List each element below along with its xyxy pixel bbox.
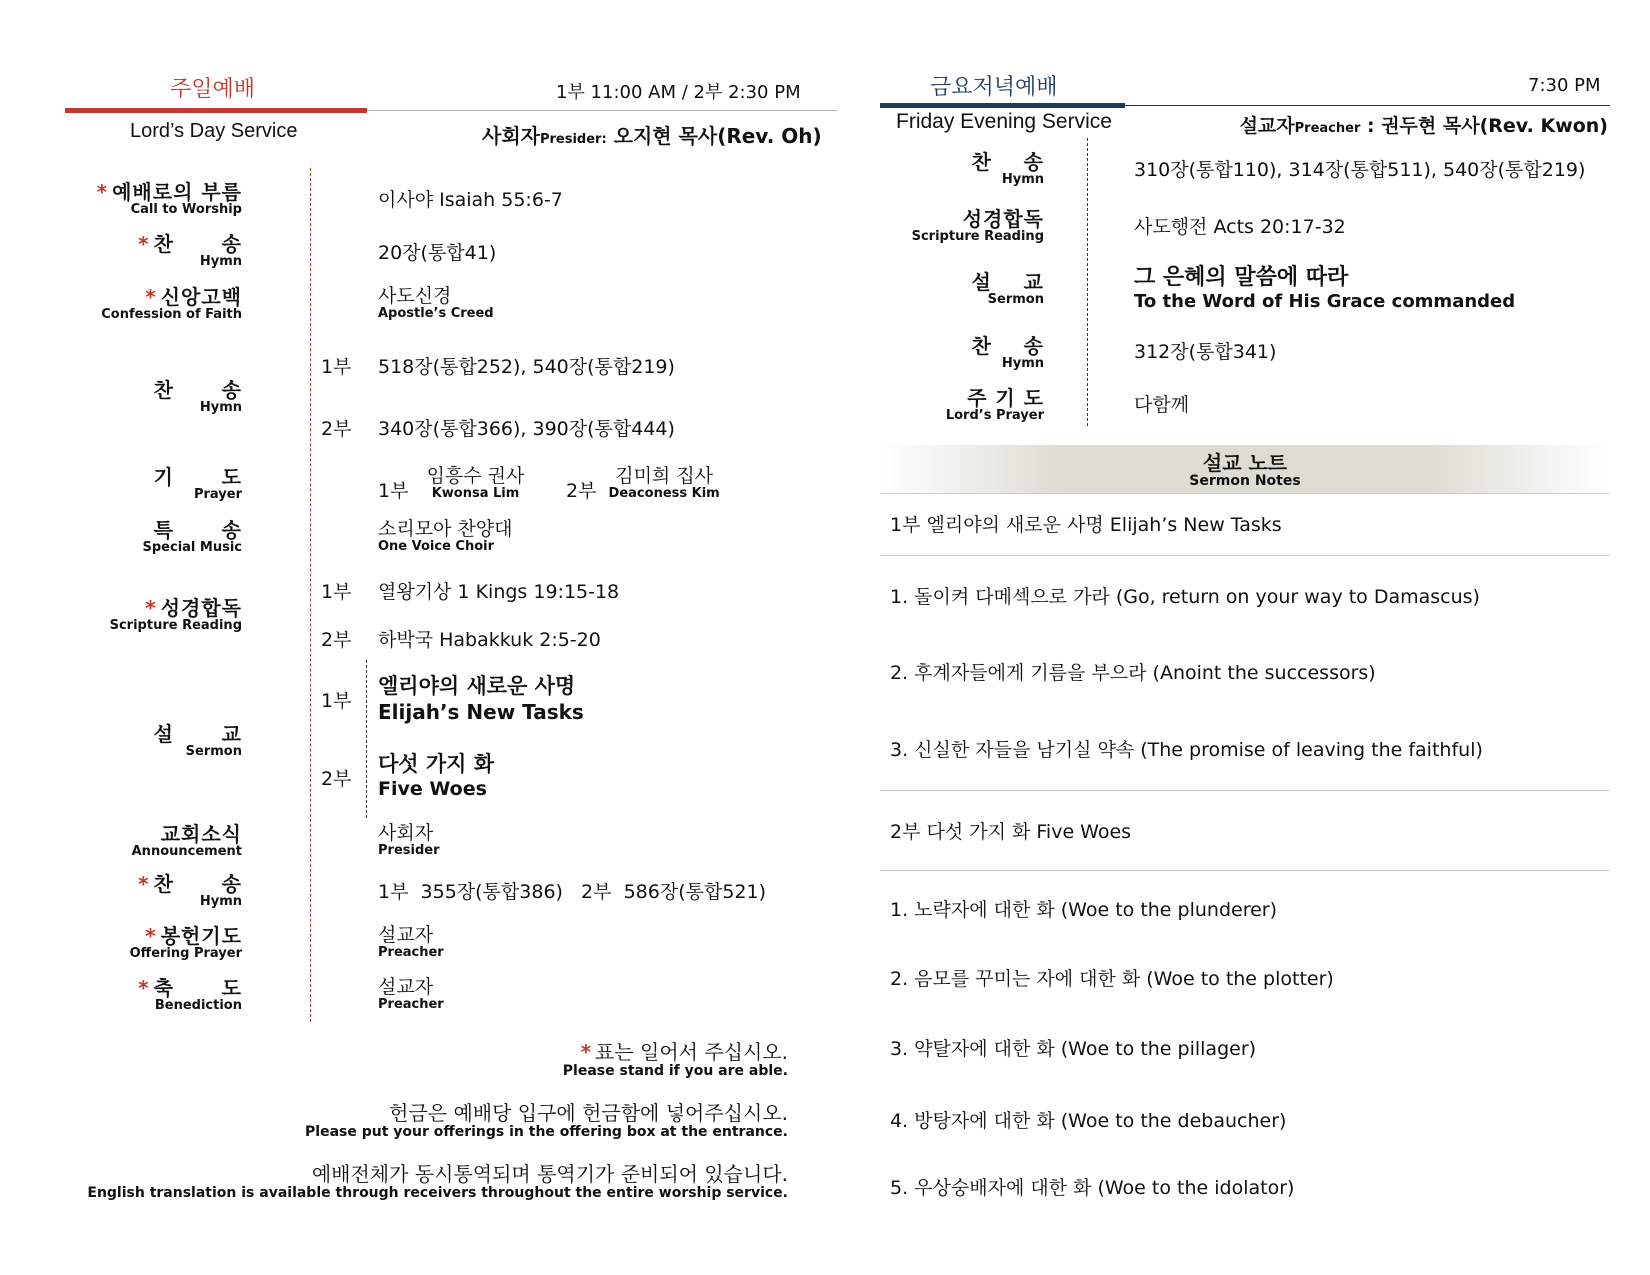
divider — [880, 555, 1610, 556]
sermon-divider — [366, 660, 367, 818]
value-fri-lords-prayer: 다함께 — [1134, 394, 1190, 416]
label-prayer: 기 도 Prayer — [153, 465, 242, 502]
label-special-music: 특 송 Special Music — [142, 518, 242, 555]
label-fri-scripture: 성경합독 Scripture Reading — [911, 207, 1044, 244]
notes-part1-point: 2. 후계자들에게 기름을 부으라 (Anoint the successors) — [890, 662, 1376, 684]
value-call-to-worship: 이사야 Isaiah 55:6-7 — [378, 189, 563, 211]
presider-name: 오지현 목사(Rev. Oh) — [613, 124, 822, 148]
value-fri-sermon: 그 은혜의 말씀에 따라 To the Word of His Grace commanded — [1134, 265, 1516, 312]
notice-offering: 헌금은 예배당 입구에 헌금함에 넣어주십시오. Please put your offerings in the offering box at the entrance. — [305, 1101, 788, 1140]
value-scripture-1: 열왕기상 1 Kings 19:15-18 — [378, 581, 620, 603]
notes-title: 설교 노트 — [1202, 451, 1288, 475]
label-fri-hymn-1: 찬 송 Hymn — [971, 150, 1044, 187]
part-label: 2부 — [321, 768, 352, 790]
value-creed: 사도신경 Apostle’s Creed — [378, 285, 494, 321]
value-hymn-1: 20장(통합41) — [378, 242, 497, 264]
divider — [880, 790, 1610, 791]
notice-translation: 예배전체가 동시통역되며 통역기가 준비되어 있습니다. English translation is available through receivers throughout the entire worship service. — [87, 1162, 788, 1201]
notes-header-bar — [880, 445, 1610, 493]
label-hymn-1: * 찬 송 Hymn — [138, 232, 242, 269]
value-offering-prayer: 설교자 Preacher — [378, 924, 444, 960]
value-hymn-3: 1부 355장(통합386) 2부 586장(통합521) — [378, 881, 766, 903]
notes-part2-point: 1. 노략자에 대한 화 (Woe to the plunderer) — [890, 899, 1278, 921]
friday-title: 금요저녁예배 — [930, 75, 1058, 100]
part-label: 1부 — [321, 356, 352, 378]
friday-preacher — [1240, 111, 1608, 138]
preacher-label: 설교자 — [1239, 115, 1295, 137]
value-scripture-2: 하박국 Habakkuk 2:5-20 — [378, 629, 601, 651]
value-sermon-1: 엘리야의 새로운 사명 Elijah’s New Tasks — [378, 674, 584, 724]
part-label: 2부 — [321, 629, 352, 651]
friday-title-en: Friday Evening Service — [896, 110, 1112, 133]
label-hymn-3: * 찬 송 Hymn — [138, 872, 242, 909]
part-label: 2부 — [321, 418, 352, 440]
notes-part2-title: 2부 다섯 가지 화 Five Woes — [890, 821, 1132, 843]
value-sermon-2: 다섯 가지 화 Five Woes — [378, 752, 495, 800]
label-offering-prayer: * 봉헌기도 Offering Prayer — [129, 924, 242, 961]
notes-part1-point: 1. 돌이켜 다메섹으로 가라 (Go, return on your way to Damascus) — [890, 586, 1480, 608]
part-label: 1부 — [321, 581, 352, 603]
friday-divider — [1087, 138, 1088, 426]
label-benediction: * 축 도 Benediction — [138, 976, 242, 1013]
notes-part1-title: 1부 엘리야의 새로운 사명 Elijah’s New Tasks — [890, 514, 1282, 536]
presider-en: Presider: — [539, 132, 607, 147]
value-hymn-2-part1: 518장(통합252), 540장(통합219) — [378, 356, 675, 378]
label-announcement: 교회소식 Announcement — [131, 822, 242, 859]
sunday-title-en: Lord’s Day Service — [130, 120, 298, 142]
sunday-title: 주일예배 — [170, 77, 256, 102]
label-fri-sermon: 설 교 Sermon — [971, 270, 1044, 307]
friday-time: 7:30 PM — [1528, 75, 1601, 96]
label-sermon: 설 교 Sermon — [153, 722, 242, 759]
value-fri-hymn-1: 310장(통합110), 314장(통합511), 540장(통합219) — [1134, 159, 1586, 181]
label-hymn-2: 찬 송 Hymn — [153, 378, 242, 415]
value-fri-scripture: 사도행전 Acts 20:17-32 — [1134, 216, 1346, 238]
value-prayer-2: 2부 김미희 집사 Deaconess Kim — [566, 465, 720, 502]
value-prayer-1: 1부 임흥수 권사 Kwonsa Lim — [378, 465, 525, 502]
notice-stand: * 표는 일어서 주십시오. Please stand if you are able. — [562, 1040, 788, 1079]
notes-part2-point: 2. 음모를 꾸미는 자에 대한 화 (Woe to the plotter) — [890, 968, 1334, 990]
value-fri-hymn-2: 312장(통합341) — [1134, 341, 1277, 363]
notes-title-en: Sermon Notes — [1189, 473, 1301, 489]
friday-header-line — [1125, 105, 1610, 106]
label-fri-hymn-2: 찬 송 Hymn — [971, 334, 1044, 371]
preacher-en: Preacher — [1294, 121, 1361, 136]
preacher-name: : 권두현 목사(Rev. Kwon) — [1366, 115, 1608, 137]
sunday-divider — [310, 168, 311, 1022]
sunday-header-line — [367, 110, 837, 111]
notes-part2-point: 3. 약탈자에 대한 화 (Woe to the pillager) — [890, 1038, 1257, 1060]
label-creed: * 신앙고백 Confession of Faith — [101, 285, 242, 322]
value-special-music: 소리모아 찬양대 One Voice Choir — [378, 518, 513, 554]
label-scripture: * 성경합독 Scripture Reading — [109, 596, 242, 633]
notes-part1-point: 3. 신실한 자들을 남기실 약속 (The promise of leaving the faithful) — [890, 739, 1483, 761]
value-announcement: 사회자 Presider — [378, 822, 440, 858]
sunday-presider — [482, 120, 822, 149]
notes-part2-point: 4. 방탕자에 대한 화 (Woe to the debaucher) — [890, 1110, 1287, 1132]
notes-part2-point: 5. 우상숭배자에 대한 화 (Woe to the idolator) — [890, 1177, 1295, 1199]
part-label: 1부 — [321, 690, 352, 712]
label-call-to-worship: * 예배로의 부름 Call to Worship — [96, 180, 242, 217]
value-hymn-2-part2: 340장(통합366), 390장(통합444) — [378, 418, 675, 440]
sunday-header-bar — [65, 108, 367, 113]
presider-label: 사회자 — [482, 124, 540, 148]
value-benediction: 설교자 Preacher — [378, 976, 444, 1012]
friday-header-bar — [880, 103, 1125, 108]
divider — [880, 870, 1610, 871]
sunday-times: 1부 11:00 AM / 2부 2:30 PM — [556, 82, 801, 103]
label-fri-lords-prayer: 주 기 도 Lord’s Prayer — [945, 386, 1044, 423]
divider — [880, 493, 1610, 494]
